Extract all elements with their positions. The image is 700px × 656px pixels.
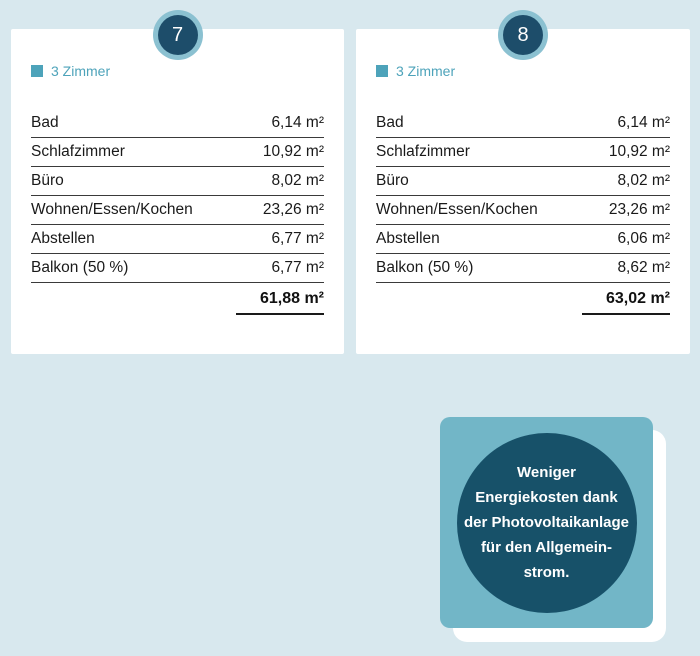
room-count-legend [31, 63, 324, 79]
room-area: 10,92 m² [608, 143, 670, 160]
callout-text-line: der Photovoltaikanlage [463, 514, 630, 531]
apartment-number-badge [153, 10, 203, 60]
legend-label: 3 Zimmer [51, 63, 111, 79]
table-row [376, 254, 670, 283]
legend-swatch-icon [376, 65, 388, 77]
room-label: Schlafzimmer [376, 143, 470, 160]
total-area: 61,88 m² [236, 290, 324, 315]
apartment-number: 7 [158, 15, 198, 55]
table-row [31, 196, 324, 225]
room-label: Büro [31, 172, 64, 189]
callout-circle [457, 433, 637, 613]
room-label: Schlafzimmer [31, 143, 125, 160]
card-body [356, 29, 690, 315]
room-area: 8,02 m² [617, 172, 670, 189]
room-area: 10,92 m² [262, 143, 324, 160]
room-label: Abstellen [376, 230, 440, 247]
room-label: Wohnen/Essen/Kochen [31, 201, 193, 218]
table-row [376, 109, 670, 138]
room-label: Wohnen/Essen/Kochen [376, 201, 538, 218]
room-label: Balkon (50 %) [31, 259, 129, 276]
room-label: Balkon (50 %) [376, 259, 474, 276]
table-total-row [31, 283, 324, 315]
legend-label: 3 Zimmer [396, 63, 456, 79]
table-row [376, 196, 670, 225]
room-area: 6,14 m² [617, 114, 670, 131]
apartment-card-7 [11, 23, 344, 354]
table-total-row [376, 283, 670, 315]
room-area: 6,77 m² [271, 259, 324, 276]
rooms-table [31, 109, 324, 315]
callout-text-line: für den Allgemein- [480, 539, 613, 556]
callout-text-line: Weniger [517, 464, 576, 481]
table-row [376, 167, 670, 196]
room-area: 6,06 m² [617, 230, 670, 247]
room-area: 8,62 m² [617, 259, 670, 276]
rooms-table [376, 109, 670, 315]
table-row [31, 225, 324, 254]
table-row [31, 167, 324, 196]
photovoltaic-callout [440, 417, 653, 628]
room-area: 23,26 m² [608, 201, 670, 218]
total-area: 63,02 m² [582, 290, 670, 315]
room-label: Abstellen [31, 230, 95, 247]
room-count-legend [376, 63, 670, 79]
room-area: 8,02 m² [271, 172, 324, 189]
room-label: Bad [31, 114, 59, 131]
room-label: Büro [376, 172, 409, 189]
table-row [376, 225, 670, 254]
table-row [376, 138, 670, 167]
table-row [31, 138, 324, 167]
apartment-number: 8 [503, 15, 543, 55]
callout-text-line: Energiekosten dank [475, 489, 618, 506]
room-area: 6,14 m² [271, 114, 324, 131]
table-row [31, 254, 324, 283]
room-area: 6,77 m² [271, 230, 324, 247]
room-area: 23,26 m² [262, 201, 324, 218]
legend-swatch-icon [31, 65, 43, 77]
table-row [31, 109, 324, 138]
apartment-card-8 [356, 23, 690, 354]
callout-text-line: strom. [523, 564, 570, 581]
card-body [11, 29, 344, 315]
room-label: Bad [376, 114, 404, 131]
apartment-number-badge [498, 10, 548, 60]
